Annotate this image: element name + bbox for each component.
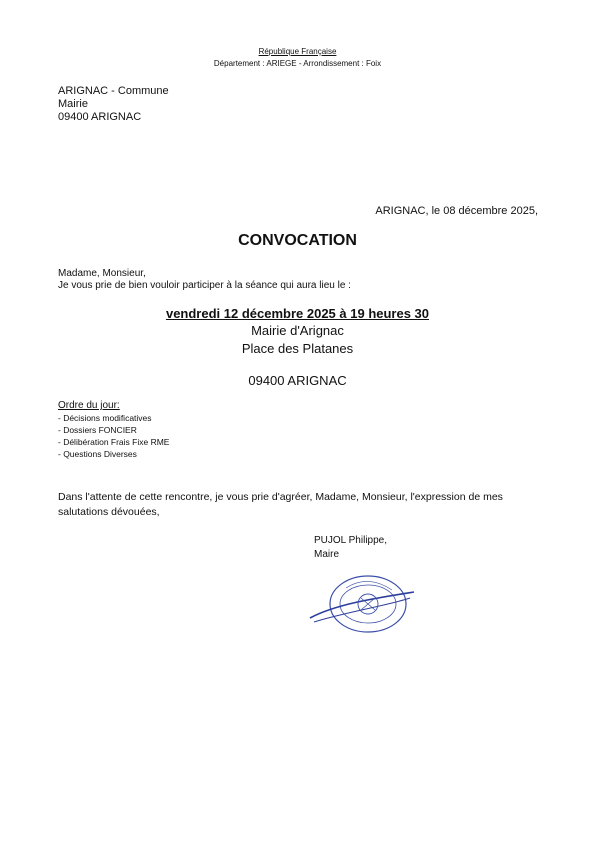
stamp-seal-graphic (306, 568, 416, 638)
meeting-city: 09400 ARIGNAC (248, 373, 347, 388)
sender-line-commune: ARIGNAC - Commune (58, 85, 169, 97)
sender-line-mairie: Mairie (58, 98, 88, 110)
sender-line-postcode: 09400 ARIGNAC (58, 111, 142, 123)
mairie-stamp (306, 568, 416, 638)
meeting-datetime: vendredi 12 décembre 2025 à 19 heures 30 (165, 306, 430, 321)
sender-block (58, 85, 169, 124)
agenda-item: - Décisions modificatives (58, 413, 152, 423)
meeting-address: Place des Platanes (241, 341, 354, 356)
greeting: Madame, Monsieur, (58, 268, 146, 279)
closing-paragraph: Dans l'attente de cette rencontre, je vous prie d'agréer, Madame, Monsieur, l'expression de mes salutations dévouées, (58, 491, 503, 518)
agenda-block (58, 400, 169, 460)
salutation-block (58, 268, 351, 292)
department-header: Département : ARIEGE - Arrondissement : Foix (213, 59, 382, 68)
agenda-item: - Questions Diverses (58, 449, 137, 459)
meeting-place: Mairie d'Arignac (251, 323, 344, 338)
intro-sentence: Je vous prie de bien vouloir participer à la séance qui aura lieu le : (58, 280, 351, 291)
document-title: CONVOCATION (238, 232, 357, 249)
republic-header: République Française (258, 47, 337, 56)
signatory-name: PUJOL Philippe, (314, 535, 387, 546)
agenda-item: - Délibération Frais Fixe RME (58, 437, 170, 447)
signatory-role: Maire (314, 549, 340, 560)
signature-block (314, 534, 387, 562)
date-line: ARIGNAC, le 08 décembre 2025, (375, 205, 538, 217)
agenda-item: - Dossiers FONCIER (58, 425, 137, 435)
agenda-heading: Ordre du jour: (58, 400, 120, 411)
